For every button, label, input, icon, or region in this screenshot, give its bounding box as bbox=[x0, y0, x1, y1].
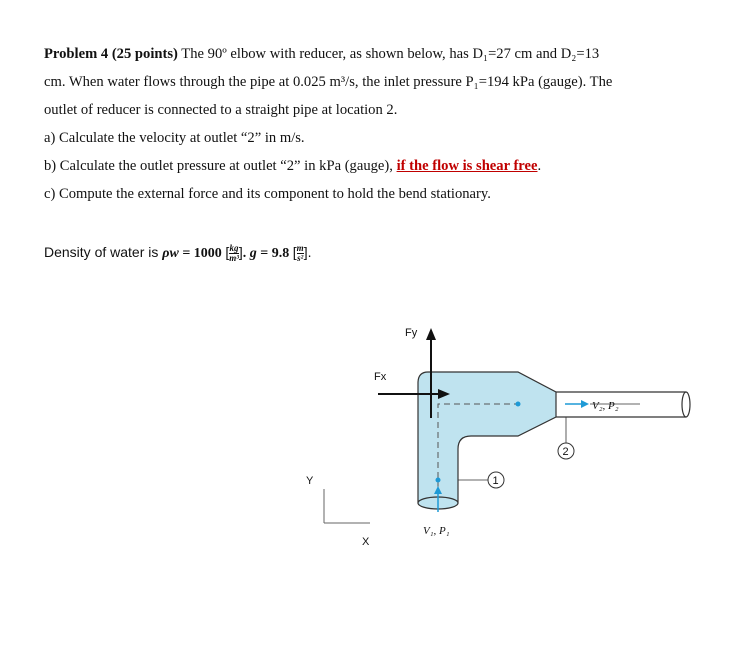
density-prefix: Density of water is bbox=[44, 244, 163, 261]
g-unit-den: s² bbox=[297, 253, 304, 263]
given-constants: Density of water is ρw = 1000 [ $\frac{kg}{\text{m³}}$ ]. g = 9.8 [ $\frac{m}{\text{s²}}$ ]. bbox=[44, 243, 312, 263]
g-value: = 9.8 bbox=[256, 246, 293, 262]
part-b-end: . bbox=[537, 158, 542, 174]
marker-1-label: 1 bbox=[492, 475, 499, 487]
problem-heading: Problem 4 (25 points) bbox=[44, 46, 178, 62]
density-end: . bbox=[307, 244, 312, 261]
x-axis-label: X bbox=[362, 536, 370, 548]
part-b-emphasis: if the flow is shear free bbox=[396, 158, 538, 174]
inlet-label: V₁, P₁ bbox=[423, 525, 450, 537]
y-axis-label: Y bbox=[306, 475, 314, 487]
part-c: c) Compute the external force and its component to hold the bend stationary. bbox=[44, 186, 491, 202]
outlet-flow-arrowhead bbox=[581, 400, 589, 408]
rho-value: = 1000 bbox=[178, 246, 226, 262]
g-unit-num: m bbox=[296, 243, 304, 253]
fx-label: Fx bbox=[374, 371, 387, 383]
center-dot-inlet bbox=[436, 478, 441, 483]
fy-arrowhead bbox=[426, 328, 436, 340]
problem-line-1-text: The 90º elbow with reducer, as shown below, has D₁=27 cm and D₂=13 bbox=[177, 46, 600, 62]
marker-2-label: 2 bbox=[562, 446, 569, 458]
problem-line-3: outlet of reducer is connected to a straight pipe at location 2. bbox=[44, 102, 398, 118]
part-b-text: b) Calculate the outlet pressure at outlet “2” in kPa (gauge), bbox=[44, 158, 397, 174]
rho-symbol: ρw bbox=[162, 246, 179, 262]
rho-unit-num: kg bbox=[229, 243, 239, 253]
fy-label: Fy bbox=[405, 327, 418, 339]
outlet-opening bbox=[682, 392, 690, 417]
outlet-label: V₂, P₂ bbox=[592, 400, 619, 412]
center-dot-outlet bbox=[516, 402, 521, 407]
sep: . bbox=[242, 246, 250, 262]
rho-unit-den: m³ bbox=[229, 253, 239, 263]
g-symbol: g bbox=[249, 246, 257, 262]
part-a: a) Calculate the velocity at outlet “2” in m/s. bbox=[44, 130, 305, 146]
problem-line-2: cm. When water flows through the pipe at 0.025 m³/s, the inlet pressure P₁=194 kPa (gauge). The bbox=[44, 74, 613, 90]
